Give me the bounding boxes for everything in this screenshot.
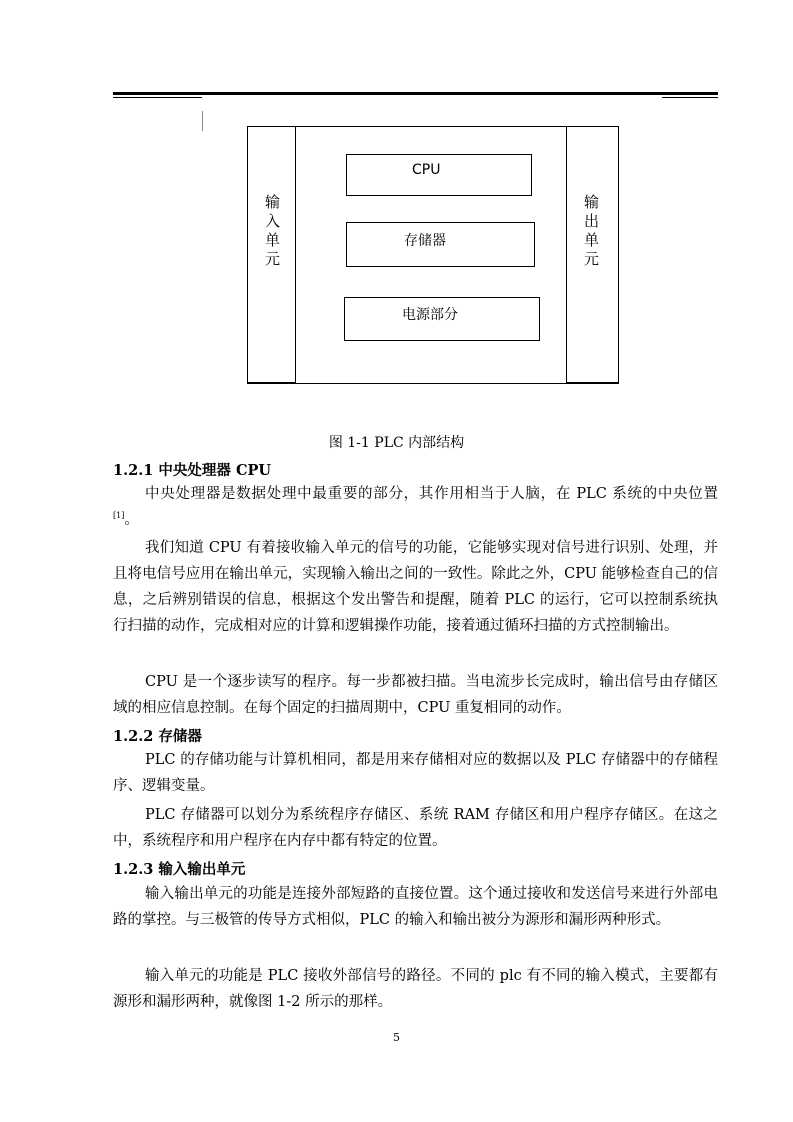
paragraph-memory-intro: PLC 的存储功能与计算机相同，都是用来存储相对应的数据以及 PLC 存储器中的存储程序、逻辑变量。 bbox=[113, 752, 718, 794]
paragraph-cpu-scan: CPU 是一个逐步读写的程序。每一步都被扫描。当电流步长完成时，输出信号由存储区域的相应信息控制。在每个固定的扫描周期中，CPU 重复相同的动作。 bbox=[113, 674, 718, 716]
section-heading-memory: 1.2.2 存储器 bbox=[113, 728, 202, 745]
paragraph-text: 中央处理器是数据处理中最重要的部分，其作用相当于人脑，在 PLC 系统的中央位置 bbox=[145, 486, 718, 502]
cpu-label: CPU bbox=[412, 162, 441, 178]
power-label: 电源部分 bbox=[402, 307, 458, 323]
header-rule-thin-left bbox=[113, 97, 202, 98]
paragraph-memory-areas: PLC 存储器可以划分为系统程序存储区、系统 RAM 存储区和用户程序存储区。在这之中，系统程序和用户程序在内存中都有特定的位置。 bbox=[113, 807, 718, 849]
section-heading-cpu: 1.2.1 中央处理器 CPU bbox=[113, 462, 272, 479]
paragraph-io-intro: 输入输出单元的功能是连接外部短路的直接位置。这个通过接收和发送信号来进行外部电路的掌控。与三极管的传导方式相似，PLC 的输入和输出被分为源形和漏形两种形式。 bbox=[113, 886, 718, 928]
paragraph-cpu-function: 我们知道 CPU 有着接收输入单元的信号的功能，它能够实现对信号进行识别、处理，并且将电信号应用在输出单元，实现输入输出之间的一致性。除此之外，CPU 能够检查自己的信息，之后辨别错误的信息，根据这个发出警告和提醒，随着 PLC 的运行，它可以控制系统执行扫描的动作，完成相对应的计算和逻辑操作功能，接着通过循环扫描的方式控制输出。 bbox=[113, 540, 718, 634]
paragraph-io-input: 输入单元的功能是 PLC 接收外部信号的路径。不同的 plc 有不同的输入模式，主要都有源形和漏形两种，就像图 1-2 所示的那样。 bbox=[113, 968, 718, 1010]
paragraph-cpu-intro bbox=[113, 481, 718, 533]
output-unit-label: 输出单元 bbox=[582, 194, 600, 270]
text-cursor bbox=[202, 111, 203, 131]
header-rule bbox=[113, 92, 718, 95]
input-unit-label: 输入单元 bbox=[263, 194, 281, 270]
header-rule-thin-right bbox=[662, 97, 718, 98]
citation-ref: [1] bbox=[113, 511, 125, 521]
figure-caption: 图 1-1 PLC 内部结构 bbox=[328, 435, 465, 451]
page-number: 5 bbox=[393, 1031, 400, 1044]
paragraph-end: 。 bbox=[124, 512, 139, 528]
section-heading-io: 1.2.3 输入输出单元 bbox=[113, 861, 246, 878]
memory-label: 存储器 bbox=[404, 233, 446, 249]
